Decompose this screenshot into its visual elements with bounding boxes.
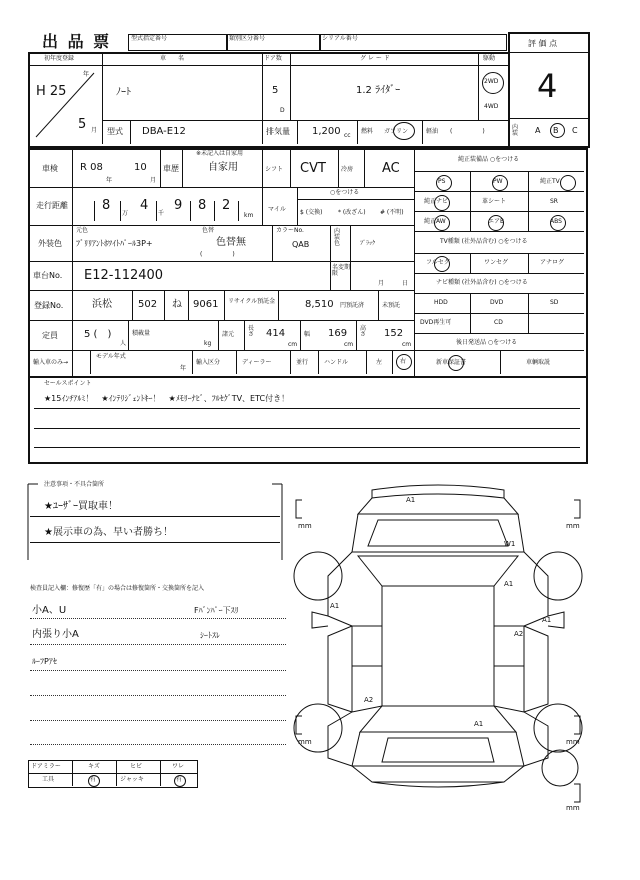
divider	[128, 320, 129, 350]
inspection-month-suffix: 月	[150, 177, 157, 184]
wheel-front-left	[294, 552, 342, 600]
handle-right: 右	[400, 358, 407, 365]
history-value: 自家用	[208, 162, 238, 173]
legend-jack: ジャッキ	[120, 776, 144, 783]
fuel-value: ガソリン	[384, 128, 409, 135]
dotted-rule	[30, 720, 286, 721]
km-unit: km	[244, 212, 254, 219]
interior-label: 内装	[512, 124, 519, 137]
name-change-month: 月	[378, 280, 385, 287]
divider	[366, 350, 367, 374]
equipment-title: 純正装備品 ○をつける	[458, 156, 520, 163]
divider	[102, 52, 103, 144]
divider	[28, 773, 198, 774]
rear-bumper	[352, 766, 524, 782]
dotted-rule	[30, 644, 286, 645]
spare-wheel	[542, 750, 578, 786]
interior-grade-c: C	[572, 126, 578, 135]
mm-label: mm	[566, 522, 580, 530]
mileage-digit: 4	[140, 198, 149, 213]
front-bumper	[372, 485, 504, 498]
inspector-line-3a: ﾙｰﾌPｱｾ	[32, 657, 57, 666]
divider	[414, 333, 584, 334]
repaint-paren: ( )	[200, 251, 235, 258]
divider	[262, 52, 263, 144]
diesel-label: 軽油	[426, 128, 439, 135]
divider	[160, 760, 161, 786]
divider	[188, 290, 189, 320]
legend-tool: 工具	[42, 776, 55, 783]
reg-kana: ね	[172, 299, 182, 310]
mileage-digit: 9	[174, 198, 183, 213]
equip-navi: 純正ナビ	[424, 198, 449, 205]
color-label: 外装色	[38, 239, 62, 248]
equip-leather: 革シート	[482, 198, 507, 205]
car-name-label: 車 名	[160, 55, 185, 62]
sen-unit: 千	[158, 210, 165, 217]
divider	[350, 261, 351, 290]
orig-color-label: 元色	[76, 227, 89, 234]
divider	[392, 350, 393, 374]
divider	[356, 320, 357, 350]
notes-line-1: ★ﾕｰｻﾞｰ買取車！	[44, 501, 118, 512]
length-value: 414	[266, 328, 286, 339]
divider	[297, 199, 414, 200]
mileage-digit: 2	[222, 198, 231, 213]
divider	[192, 350, 193, 374]
drive-4wd: 4WD	[484, 103, 499, 110]
mileage-label: 走行距離	[36, 201, 68, 210]
chassis-label: 車台No.	[33, 271, 63, 280]
equip-abs: ABS	[550, 218, 562, 225]
import-dealer: ディーラー	[242, 359, 272, 366]
interior-color-label: 内装色	[334, 228, 341, 247]
color-no-value: QAB	[292, 240, 310, 249]
divider	[262, 187, 263, 225]
reg-class: 502	[138, 299, 158, 310]
reg-area: 浜松	[92, 299, 112, 310]
first-reg-label: 初年度登録	[44, 55, 75, 62]
first-reg-year: H 25	[36, 84, 67, 99]
damage-mark: A1	[474, 720, 484, 728]
navi-cd: CD	[494, 319, 503, 326]
serial-number-label: シリアル番号	[322, 35, 358, 42]
model-year-unit: 年	[180, 365, 187, 372]
divider	[290, 148, 291, 187]
dims-label: 諸元	[222, 331, 235, 338]
divider	[90, 350, 91, 374]
damage-mark: A1	[542, 616, 552, 624]
divider	[378, 290, 379, 320]
mile-label: マイル	[268, 206, 286, 213]
divider	[28, 187, 414, 188]
dotted-rule	[30, 618, 286, 619]
front-left-fender	[328, 552, 352, 626]
divider	[224, 290, 225, 320]
cm-unit: cm	[344, 341, 354, 348]
door-label: ドア数	[264, 55, 282, 62]
divider	[132, 290, 133, 320]
width-label: 幅	[304, 331, 311, 338]
reg-label: 登録No.	[34, 301, 64, 310]
kg-unit: kg	[204, 340, 212, 347]
color-no-label: カラーNo.	[276, 227, 304, 234]
tv-oneseg: ワンセグ	[484, 259, 509, 266]
divider	[508, 52, 588, 53]
shift-label: シフト	[265, 166, 284, 173]
damage-mark: A2	[364, 696, 374, 704]
divider	[28, 261, 414, 262]
ac-value: AC	[382, 161, 400, 176]
capacity-value: 5 ( )	[84, 329, 112, 340]
type-number-label: 型式指定番号	[131, 35, 168, 42]
divider	[470, 171, 471, 231]
inspector-line-2b: ｼｰﾄｽﾚ	[200, 631, 220, 640]
interior-color-value: ﾌﾞﾗｯｸ	[360, 240, 376, 247]
equip-tv-circle	[560, 175, 576, 191]
divider	[500, 350, 501, 374]
dotted-rule	[30, 744, 286, 745]
history-label: 車歴	[163, 164, 179, 173]
divider	[290, 52, 291, 120]
divider	[330, 261, 331, 290]
width-value: 169	[328, 328, 348, 339]
divider	[116, 760, 117, 786]
divider	[297, 120, 298, 144]
diesel-paren: ( )	[450, 128, 485, 135]
notes-bracket	[24, 482, 286, 562]
legend-mirror: ドアミラー	[31, 763, 61, 770]
damage-mark: W1	[504, 540, 516, 548]
dotted-rule	[30, 695, 286, 696]
load-label: 積載量	[132, 330, 151, 337]
notes-line-2: ★展示車の為、早い者勝ち！	[44, 527, 173, 538]
tv-fullseg: フルセグ	[426, 259, 450, 266]
mileage-digit: 8	[102, 198, 111, 213]
rule	[30, 542, 280, 543]
equip-ps: PS	[438, 178, 446, 185]
divider	[278, 290, 279, 320]
grade-label: グ レ ー ド	[360, 55, 390, 62]
model-label: 型式	[107, 127, 123, 136]
mileage-unknown: # (不明)	[380, 209, 404, 216]
windshield	[358, 556, 518, 586]
inspector-line-2a: 内張り小A	[32, 629, 79, 640]
year-suffix: 年	[83, 71, 90, 78]
sales-point-label: セールスポイント	[44, 380, 92, 387]
mileage-digits	[90, 193, 260, 221]
damage-mark: A1	[504, 580, 514, 588]
divider	[164, 290, 165, 320]
rule	[34, 408, 580, 409]
interior-grade-b: B	[553, 126, 559, 135]
divider	[528, 253, 529, 273]
divider	[422, 120, 423, 144]
divider	[414, 231, 584, 232]
grade-value: 1.2 ﾗｲﾀﾞｰ	[356, 85, 401, 96]
handle-label: ハンドル	[324, 359, 349, 366]
evaluation-score: 4	[537, 67, 558, 105]
handle-left: 左	[376, 359, 383, 366]
damage-mark: A1	[406, 496, 416, 504]
divider	[182, 148, 183, 187]
inspection-label: 車検	[42, 164, 58, 173]
chassis-value: E12-112400	[84, 268, 164, 283]
model-year-label: モデル年式	[96, 353, 126, 360]
car-name-value: ﾉｰﾄ	[116, 87, 131, 98]
divider	[414, 273, 584, 274]
legend-scratch: キズ	[88, 763, 100, 770]
first-reg-month: 5	[78, 117, 87, 132]
divider	[357, 120, 358, 144]
inspector-label: 検査員記入欄：修復歴「有」の場合は修復箇所・交換箇所を記入	[30, 585, 205, 592]
inspection-value: R 08	[80, 162, 103, 173]
mm-label: mm	[298, 522, 312, 530]
divider	[414, 293, 584, 294]
name-change-label: 名変期限	[332, 264, 351, 277]
divider	[414, 148, 415, 376]
rule	[34, 447, 580, 448]
divider	[470, 293, 471, 333]
divider	[244, 320, 245, 350]
capacity-label: 定員	[42, 331, 58, 340]
door-d: D	[280, 107, 285, 114]
legend-jack-yes: 有	[176, 776, 183, 783]
fuel-label: 燃料	[361, 128, 374, 135]
sales-point-box	[28, 376, 588, 464]
navi-sd: SD	[550, 299, 559, 306]
sales-point-text: ★15ｲﾝﾁｱﾙﾐ！ ★ｲﾝﾃﾘｼﾞｪﾝﾄｷｰ！ ★ﾒﾓﾘｰﾅﾋﾞ、ﾌﾙｾｸﾞTV、ETC付き！	[44, 394, 290, 403]
divider	[414, 191, 584, 192]
repaint-label: 色替	[202, 227, 215, 234]
repaint-value: 色替無	[216, 237, 246, 248]
recycle-label: リサイクル預託金	[228, 298, 276, 305]
divider	[478, 52, 479, 120]
recycle-value: 8,510	[305, 299, 334, 310]
rear-window	[360, 706, 516, 732]
displacement-value: 1,200	[312, 126, 341, 137]
inspection-year: 年	[106, 177, 113, 184]
divider	[28, 290, 414, 291]
divider	[364, 148, 365, 187]
height-label: 高さ	[360, 325, 367, 338]
divider	[218, 320, 219, 350]
mm-label: mm	[566, 738, 580, 746]
import-class-label: 輸入区分	[196, 359, 221, 366]
divider	[338, 148, 339, 187]
divider	[300, 320, 301, 350]
divider	[528, 171, 529, 231]
inspector-line-1b: Fﾊﾞﾝﾊﾟｰ下ｽﾘ	[194, 606, 239, 615]
dotted-rule	[30, 670, 286, 671]
legend-crack: ヒビ	[130, 763, 143, 770]
height-value: 152	[384, 328, 404, 339]
rule	[34, 428, 580, 429]
displacement-label: 排気量	[266, 127, 290, 136]
equip-tv: 純正TV	[540, 178, 560, 185]
divider	[470, 253, 471, 273]
cm-unit: cm	[288, 341, 298, 348]
divider	[160, 148, 161, 187]
later-warranty: 新車保証書	[436, 359, 467, 366]
divider	[290, 350, 291, 374]
navi-dvd-play: DVD再生可	[420, 319, 452, 326]
ac-label: 冷房	[341, 166, 354, 173]
reg-num: 9061	[193, 299, 219, 310]
mark-note: ○をつける	[330, 189, 360, 196]
divider	[318, 350, 319, 374]
mileage-digit: 8	[198, 198, 207, 213]
divider	[262, 148, 263, 187]
divider	[102, 120, 508, 121]
divider	[414, 171, 584, 172]
evaluation-label: 評 価 点	[528, 39, 558, 48]
divider	[414, 211, 584, 212]
model-value: DBA-E12	[142, 126, 186, 137]
divider	[350, 225, 351, 261]
recycle-suffix: 円預託済	[340, 302, 365, 309]
equip-pw: PW	[493, 178, 503, 185]
navi-hdd: HDD	[434, 299, 448, 306]
later-title: 後日発送品 ○をつける	[456, 339, 518, 346]
divider	[414, 253, 584, 254]
divider	[508, 118, 588, 119]
mm-label: mm	[566, 804, 580, 812]
month-suffix: 月	[91, 127, 98, 134]
recycle-unpaid: 未預託	[382, 302, 401, 309]
divider	[414, 313, 584, 314]
man-unit: 万	[122, 210, 129, 217]
divider	[72, 760, 73, 786]
import-label: 輸入車のみ→	[33, 359, 69, 366]
equip-aw: 純正AW	[424, 218, 446, 225]
roof	[382, 586, 494, 706]
orig-color-value: ﾌﾞﾘﾘｱﾝﾄﾎﾜｲﾄﾊﾟｰﾙ3P+	[76, 239, 153, 248]
trunk	[352, 732, 524, 766]
car-damage-diagram	[288, 476, 588, 816]
mileage-altered: * (改ざん)	[338, 209, 366, 216]
name-change-day: 日	[402, 280, 409, 287]
rule	[30, 516, 280, 517]
tv-analog: アナログ	[540, 259, 565, 266]
history-note: ※未記入は自家用	[196, 150, 244, 157]
inspection-month: 10	[134, 162, 147, 173]
navi-dvd: DVD	[490, 299, 504, 306]
divider	[72, 148, 73, 376]
damage-mark: A2	[514, 630, 524, 638]
inspector-line-1a: 小A、U	[32, 605, 67, 616]
navi-title: ナビ種類 (社外品含む) ○をつける	[436, 279, 528, 286]
class-number-label: 類別区分番号	[229, 35, 266, 42]
legend-break: ワレ	[172, 763, 185, 770]
later-manual: 車輌取説	[526, 359, 551, 366]
mm-label: mm	[298, 738, 312, 746]
cc-unit: cc	[344, 132, 351, 139]
wheel-front-right	[534, 552, 582, 600]
divider	[297, 187, 298, 225]
notes-label: 注意事項・不具合箇所	[44, 481, 105, 488]
drive-2wd: 2WD	[484, 78, 499, 85]
front-right-fender	[524, 552, 548, 626]
divider	[28, 225, 414, 226]
mileage-exchange: $ (交換)	[300, 209, 323, 216]
equip-airbag: エアB	[488, 218, 505, 225]
import-parallel: 並行	[296, 359, 309, 366]
capacity-unit: 人	[120, 340, 127, 347]
divider	[236, 350, 237, 374]
document-title: 出 品 票	[42, 32, 112, 51]
divider	[272, 225, 273, 261]
drive-label: 駆動	[483, 55, 496, 62]
length-label: 長さ	[248, 325, 255, 338]
legend-tool-yes: 有	[90, 776, 97, 783]
shift-value: CVT	[300, 161, 326, 176]
interior-grade-a: A	[535, 126, 541, 135]
equip-sr: SR	[550, 198, 558, 205]
divider	[330, 225, 331, 261]
cm-unit: cm	[402, 341, 412, 348]
divider	[130, 120, 131, 144]
door-count-value: 5	[272, 85, 279, 96]
damage-mark: A1	[330, 602, 340, 610]
divider	[528, 293, 529, 333]
tv-title: TV種類 (社外品含む) ○をつける	[440, 238, 528, 245]
